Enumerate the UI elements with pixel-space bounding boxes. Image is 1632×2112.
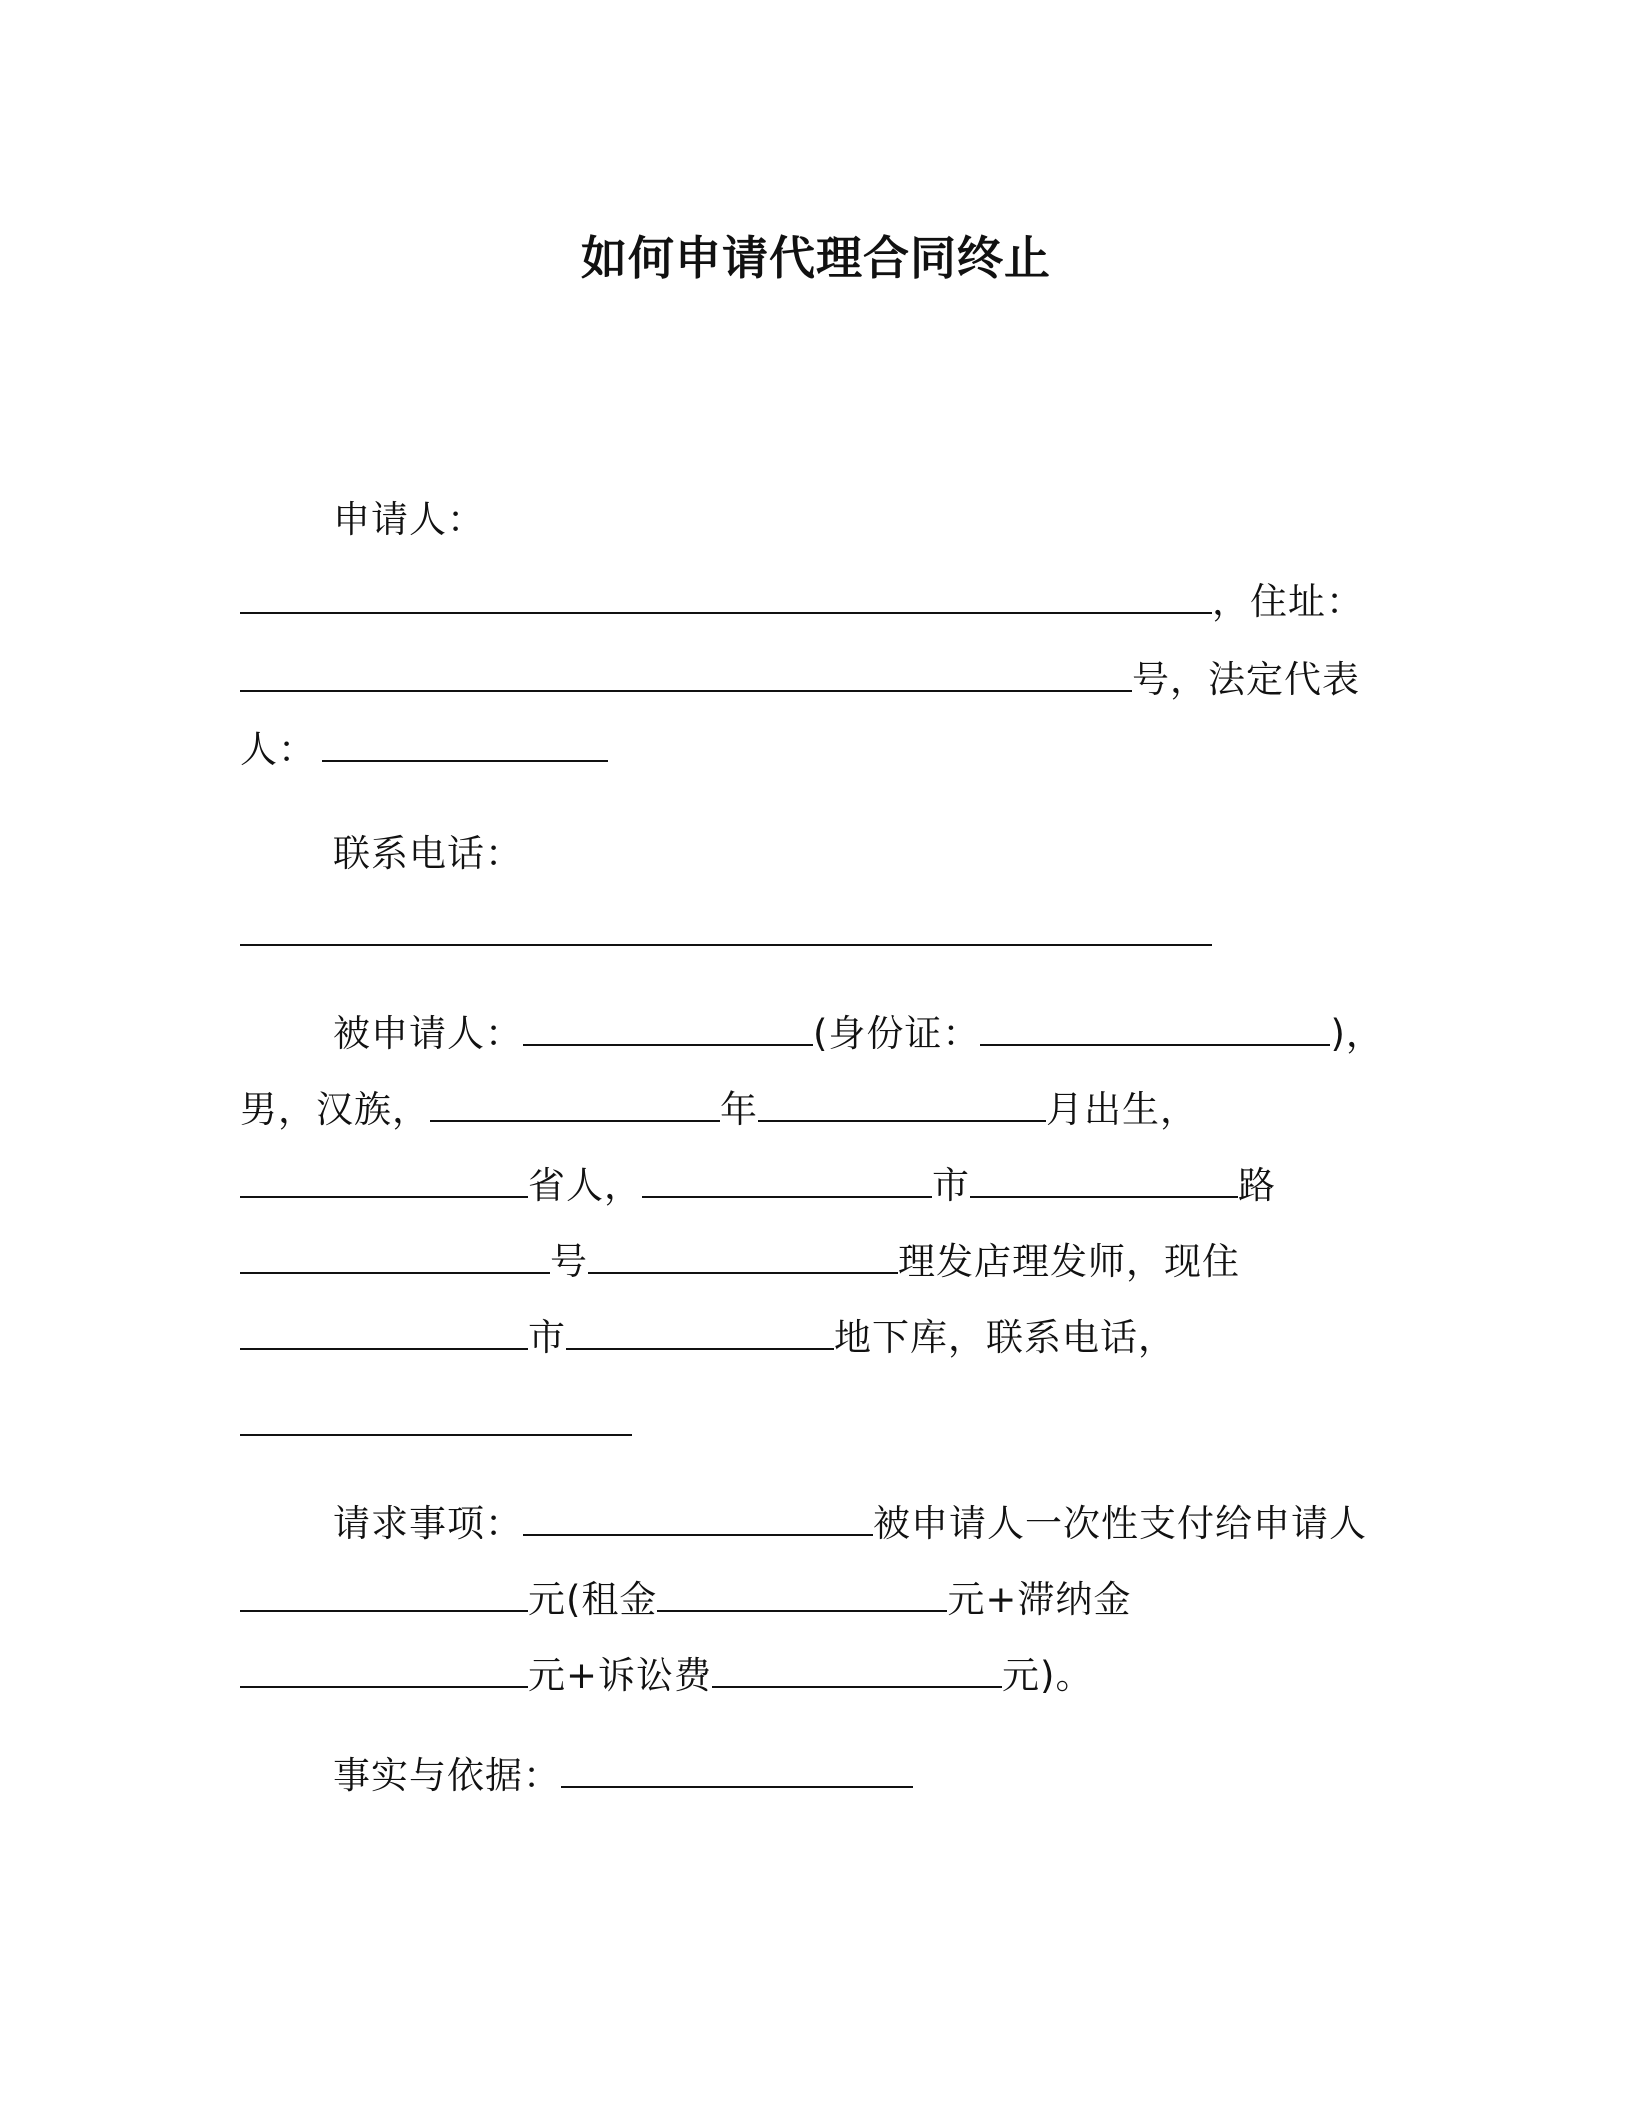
- applicant-address-line: [240, 656, 1360, 704]
- legal-rep-line: [240, 726, 608, 774]
- facts-label: 事实与依据：: [333, 1754, 561, 1797]
- yuan-end-text: 元)。: [1002, 1654, 1094, 1697]
- birth-year-blank[interactable]: [430, 1086, 720, 1122]
- yuan-rent-text: 元(租金: [528, 1578, 658, 1621]
- respondent-line-6: [240, 1400, 632, 1448]
- applicant-label: 申请人：: [333, 498, 485, 541]
- residence-place-blank[interactable]: [566, 1314, 834, 1350]
- claims-line-1: [333, 1500, 1367, 1548]
- contact-label: 联系电话：: [333, 832, 523, 875]
- number-text: 号: [550, 1240, 588, 1283]
- applicant-name-blank[interactable]: [240, 578, 1212, 614]
- total-amount-blank[interactable]: [240, 1576, 528, 1612]
- month-birth-text: 月出生，: [1046, 1088, 1198, 1131]
- contact-phone-blank[interactable]: [240, 910, 1212, 946]
- province-person-text: 省人，: [528, 1164, 642, 1207]
- respondent-id-blank[interactable]: [980, 1010, 1330, 1046]
- respondent-line-3: [240, 1162, 1276, 1210]
- respondent-name-blank[interactable]: [523, 1010, 813, 1046]
- respondent-line-2: [240, 1086, 1198, 1134]
- birth-month-blank[interactable]: [758, 1086, 1046, 1122]
- applicant-address-blank[interactable]: [240, 656, 1132, 692]
- claims-line-2: [240, 1576, 1131, 1624]
- litigation-fee-blank[interactable]: [712, 1652, 1002, 1688]
- document-title: 如何申请代理合同终止: [581, 231, 1051, 285]
- applicant-name-line: [240, 578, 1364, 626]
- contact-line: [240, 910, 1212, 958]
- late-fee-blank[interactable]: [240, 1652, 528, 1688]
- legal-rep-blank[interactable]: [322, 726, 608, 762]
- road-blank[interactable]: [970, 1162, 1238, 1198]
- gender-ethnicity-text: 男，汉族，: [240, 1088, 430, 1131]
- respondent-line-5: [240, 1314, 1176, 1362]
- pay-text: 被申请人一次性支付给申请人: [873, 1502, 1367, 1545]
- residence-city-blank[interactable]: [240, 1314, 528, 1350]
- claims-line-3: [240, 1652, 1093, 1700]
- id-close-text: )，: [1330, 1012, 1384, 1055]
- yuan-litigation-text: 元+诉讼费: [528, 1654, 713, 1697]
- city-text: 市: [932, 1164, 970, 1207]
- basement-contact-text: 地下库，联系电话，: [834, 1316, 1176, 1359]
- id-open-text: (身份证：: [813, 1012, 981, 1055]
- claims-blank[interactable]: [523, 1500, 873, 1536]
- respondent-phone-blank[interactable]: [240, 1400, 632, 1436]
- occupation-text: 理发店理发师，现住: [898, 1240, 1240, 1283]
- respondent-label: 被申请人：: [333, 1012, 523, 1055]
- year-text: 年: [720, 1088, 758, 1131]
- city2-text: 市: [528, 1316, 566, 1359]
- province-blank[interactable]: [240, 1162, 528, 1198]
- facts-blank[interactable]: [561, 1752, 913, 1788]
- number-legal-rep-text: 号，法定代表: [1132, 658, 1360, 701]
- facts-line: [333, 1752, 913, 1800]
- legal-rep-label: 人：: [240, 728, 316, 771]
- address-label: ，住址：: [1212, 580, 1364, 623]
- respondent-line-4: [240, 1238, 1240, 1286]
- respondent-line-1: [333, 1010, 1384, 1058]
- claims-label: 请求事项：: [333, 1502, 523, 1545]
- rent-amount-blank[interactable]: [657, 1576, 947, 1612]
- shop-name-blank[interactable]: [588, 1238, 898, 1274]
- yuan-late-fee-text: 元+滞纳金: [947, 1578, 1132, 1621]
- road-text: 路: [1238, 1164, 1276, 1207]
- street-number-blank[interactable]: [240, 1238, 550, 1274]
- city-blank[interactable]: [642, 1162, 932, 1198]
